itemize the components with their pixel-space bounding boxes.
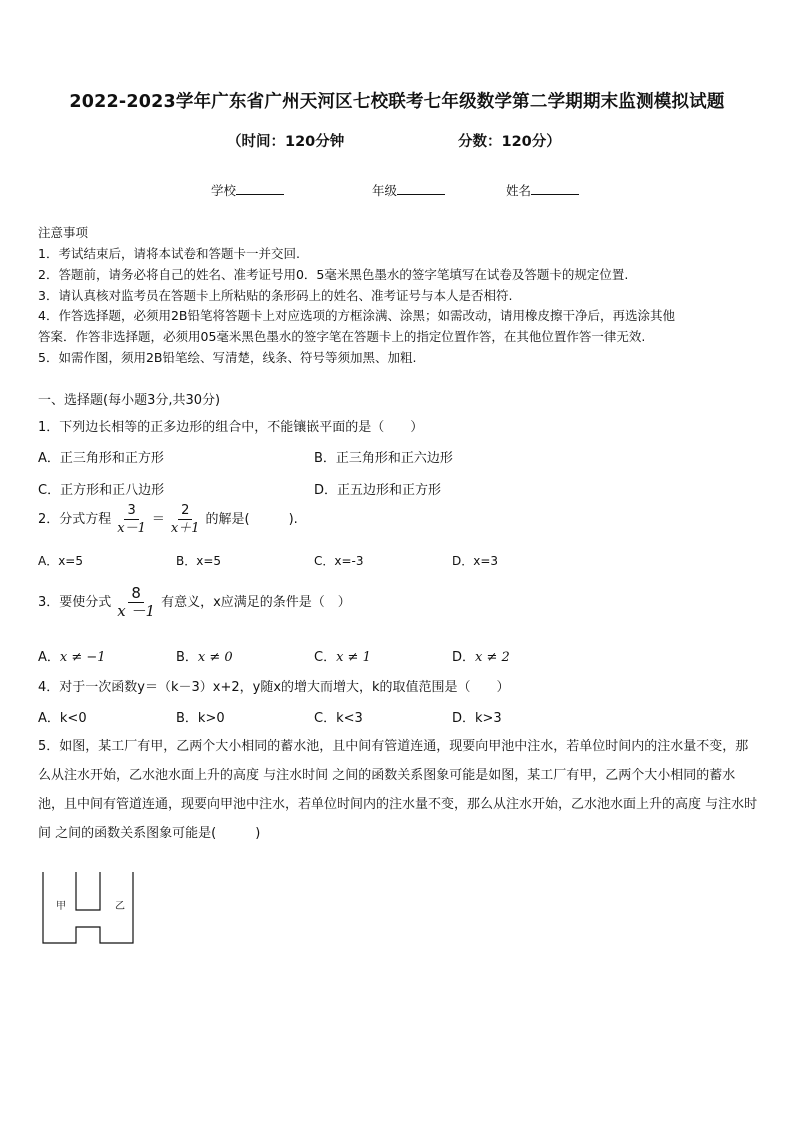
q2-stem — [38, 502, 298, 537]
q1-stem: 1．下列边长相等的正多边形的组合中，不能镶嵌平面的是（ ） — [38, 420, 424, 435]
name-blank[interactable] — [531, 182, 579, 195]
notice-item: 1．考试结束后，请将本试卷和答题卡一并交回. — [38, 246, 300, 261]
name-field — [506, 181, 579, 199]
tank-label-left: 甲 — [56, 901, 66, 912]
tank-divider — [76, 872, 100, 910]
option-letter: D． — [452, 650, 476, 665]
notice-item: 4．作答选择题，必须用2B铅笔将答题卡上对应选项的方框涂满、涂黑；如需改动，请用橡皮擦干净后，再选涂其他 — [38, 308, 675, 323]
q2-num1: 3 — [124, 502, 138, 520]
school-blank[interactable] — [236, 182, 284, 195]
q3-suffix: 有意义，x应满足的条件是（ ） — [161, 595, 351, 610]
water-tank-figure — [40, 870, 136, 946]
q3-stem — [38, 585, 351, 620]
grade-blank[interactable] — [397, 182, 445, 195]
q2-option-b[interactable]: B．x=5 — [176, 554, 222, 568]
exam-time: （时间：120分钟 — [227, 134, 345, 150]
grade-field — [372, 181, 445, 199]
school-label: 学校 — [211, 183, 237, 198]
q2-den1: x－1 — [117, 521, 146, 536]
q2-num2: 2 — [178, 502, 192, 520]
option-value: x ≠ 2 — [475, 650, 510, 665]
name-label: 姓名 — [506, 183, 532, 198]
q2-option-c[interactable]: C．x=-3 — [314, 554, 364, 568]
school-field — [211, 181, 284, 199]
q1-option-a[interactable]: A．正三角形和正方形 — [38, 451, 164, 466]
q2-option-d[interactable]: D．x=3 — [452, 554, 499, 568]
notice-item: 5．如需作图，须用2B铅笔绘、写清楚，线条、符号等须加黑、加粗. — [38, 350, 417, 365]
q4-option-b[interactable]: B．k>0 — [176, 711, 225, 726]
q5-stem: 5．如图，某工厂有甲，乙两个大小相同的蓄水池，且中间有管道连通，现要向甲池中注水，若单位时间内的注水量不变，那么从注水开始，乙水池水面上升的高度 与注水时间 之间的函数关系图象可能是如图，某工厂有甲，乙两个大小相同的蓄水池，且中间有管道连通，现要向甲池中注水，若单位时间内的注水量不变，那么从注水开始，乙水池水面上升的高度 与注水时间 之间的函数关系图象可能是( ) — [38, 739, 758, 841]
exam-score: 分数：120分） — [458, 134, 561, 150]
option-value: x ≠ 1 — [336, 650, 371, 665]
q2-prefix: 2．分式方程 — [38, 512, 112, 527]
option-letter: B． — [176, 650, 198, 665]
notice-item: 2．答题前，请务必将自己的姓名、准考证号用0．5毫米黑色墨水的签字笔填写在试卷及答题卡的规定位置. — [38, 267, 629, 282]
q3-option-a[interactable] — [38, 646, 106, 665]
q3-option-d[interactable] — [452, 646, 510, 665]
section-heading: 一、选择题(每小题3分,共30分) — [38, 393, 221, 408]
option-value: x ≠ −1 — [59, 650, 106, 665]
q1-option-b[interactable]: B．正三角形和正六边形 — [314, 451, 453, 466]
q2-den2: x＋1 — [170, 521, 200, 536]
q4-option-c[interactable]: C．k<3 — [314, 711, 363, 726]
q4-option-d[interactable]: D．k>3 — [452, 711, 502, 726]
notice-item: 答案．作答非选择题，必须用05毫米黑色墨水的签字笔在答题卡上的指定位置作答，在其他位置作答一律无效. — [38, 329, 646, 344]
grade-label: 年级 — [372, 183, 398, 198]
notice-item: 3．请认真核对监考员在答题卡上所粘贴的条形码上的姓名、准考证号与本人是否相符. — [38, 288, 513, 303]
q3-prefix: 3．要使分式 — [38, 595, 112, 610]
q4-option-a[interactable]: A．k<0 — [38, 711, 87, 726]
q3-num: 8 — [128, 585, 144, 603]
q1-option-d[interactable]: D．正五边形和正方形 — [314, 483, 442, 498]
q3-option-c[interactable] — [314, 646, 371, 665]
q1-option-c[interactable]: C．正方形和正八边形 — [38, 483, 165, 498]
q4-stem: 4．对于一次函数y＝（k－3）x+2，y随x的增大而增大，k的取值范围是（ ） — [38, 680, 510, 695]
exam-title: 2022-2023学年广东省广州天河区七校联考七年级数学第二学期期末监测模拟试题 — [69, 92, 725, 112]
q3-option-b[interactable] — [176, 646, 233, 665]
option-value: x ≠ 0 — [197, 650, 233, 665]
q3-fraction — [114, 585, 158, 620]
q2-equals: ＝ — [151, 512, 165, 527]
option-letter: C． — [314, 650, 337, 665]
option-letter: A． — [38, 650, 60, 665]
q2-suffix: 的解是( ). — [205, 512, 298, 527]
q2-option-a[interactable]: A．x=5 — [38, 554, 84, 568]
q3-den: x －1 — [117, 602, 156, 620]
q2-fraction-left — [114, 502, 149, 537]
notice-heading: 注意事项 — [38, 225, 89, 240]
tank-label-right: 乙 — [115, 901, 125, 912]
q2-fraction-right — [168, 502, 203, 537]
